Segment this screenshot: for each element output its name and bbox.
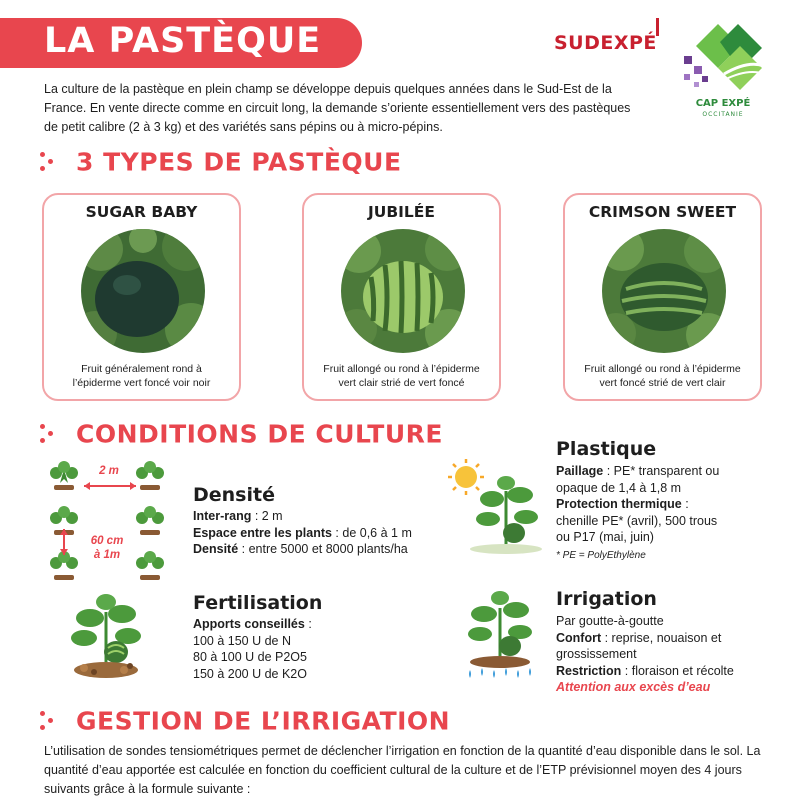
water-drops-icon	[469, 668, 531, 678]
bullet-dots-icon	[40, 149, 66, 175]
plastique-paillage-value-2: opaque de 1,4 à 1,8 m	[556, 480, 682, 495]
fertilisation-apports-label: Apports conseillés	[193, 617, 305, 631]
bullet-dots-icon	[40, 708, 66, 734]
card-description-line-1: Fruit généralement rond à	[81, 363, 202, 375]
sudexpe-logo	[552, 30, 664, 60]
dimension-label-column	[82, 534, 132, 562]
jubilee-photo	[341, 229, 465, 353]
plastique-paillage-label: Paillage	[556, 464, 604, 478]
gestion-paragraph: L’utilisation de sondes tensiométriques permet de déclencher l’irrigation en fonction de la quantité d’eau disponible dans le sol. La quantité d’eau apportée est calculée en fonction du coefficient cultural de la culture et de l’ETP prévisionnel moyen des 4 jours suivants grâce à la formule suivante :	[44, 744, 761, 796]
densite-interrang-label: Inter-rang	[193, 509, 252, 523]
densite-densite-value: : entre 5000 et 8000 plants/ha	[238, 542, 408, 556]
capexpe-logo-subtext: OCCITANIE	[702, 111, 744, 118]
plastique-title: Plastique	[556, 438, 657, 460]
irrigation-confort-value-1: : reprise, nouaison et	[601, 630, 722, 645]
card-title: SUGAR BABY	[85, 203, 198, 221]
capexpe-logo-icon	[678, 16, 768, 98]
dimension-label-row: 2 m	[99, 465, 119, 477]
sudexpe-logo-text: SUDEXPÉ	[554, 32, 657, 54]
plastique-protection-value-1: chenille PE* (avril), 500 trous	[556, 513, 718, 528]
densite-text	[193, 508, 473, 558]
bullet-dots-icon	[40, 421, 66, 447]
card-description	[50, 362, 233, 390]
card-sugar-baby	[42, 193, 241, 401]
plastique-note: * PE = PolyEthylène	[556, 549, 646, 561]
fertilisation-n-dose: 100 à 150 U de N	[193, 633, 291, 648]
capexpe-logo	[678, 16, 768, 124]
fertilisation-k-dose: 150 à 200 U de K2O	[193, 666, 307, 681]
plastique-protection-label: Protection thermique	[556, 497, 682, 511]
card-description-line-2: l’épiderme vert foncé voir noir	[72, 377, 211, 389]
densite-title: Densité	[193, 484, 275, 506]
irrigation-confort-label: Confort	[556, 630, 602, 645]
intro-paragraph: La culture de la pastèque en plein champ se développe depuis quelques années dans le Sud-Est de la France. En vente directe comme en circuit long, la demande s’oriente essentiellement vers des pastèques de petit calibre (2 à 3 kg) et des variétés sans pépins ou à micro-pépins.	[44, 82, 631, 134]
densite-espace-label: Espace entre les plants	[193, 525, 332, 540]
seedling-icon	[50, 461, 164, 580]
plastique-paillage-value-1: : PE* transparent ou	[603, 464, 720, 478]
card-description-line-1: Fruit allongé ou rond à l’épiderme	[323, 363, 480, 375]
irrigation-title: Irrigation	[556, 588, 657, 610]
crimson-sweet-photo	[602, 229, 726, 353]
plastique-text	[556, 463, 796, 564]
irrigated-plant-icon	[460, 590, 540, 682]
card-description-line-1: Fruit allongé ou rond à l’épiderme	[584, 363, 741, 375]
fertilisation-p-dose: 80 à 100 U de P2O5	[193, 650, 307, 664]
irrigation-restriction-label: Restriction	[556, 663, 622, 678]
card-description-line-2: vert foncé strié de vert clair	[599, 377, 726, 389]
irrigation-restriction-value: : floraison et récolte	[621, 663, 734, 678]
plastique-protection-value-2: ou P17 (mai, juin)	[556, 530, 654, 544]
sugar-baby-photo	[81, 229, 205, 353]
section-heading-gestion	[40, 705, 450, 739]
irrigation-method: Par goutte-à-goutte	[556, 614, 664, 628]
section-heading-conditions	[40, 418, 443, 452]
fertilisation-apports-colon: :	[304, 617, 312, 631]
card-description	[310, 362, 493, 390]
capexpe-logo-text: CAP EXPÉ	[695, 98, 751, 109]
page-title: LA PASTÈQUE	[44, 21, 322, 61]
section-heading-types-text: 3 TYPES DE PASTÈQUE	[76, 147, 402, 177]
irrigation-text	[556, 613, 796, 696]
card-title: JUBILÉE	[368, 203, 435, 221]
card-jubilee	[302, 193, 501, 401]
irrigation-confort-value-2: grossissement	[556, 647, 637, 661]
plastique-protection-colon: :	[681, 497, 689, 511]
card-crimson-sweet	[563, 193, 762, 401]
section-heading-gestion-text: GESTION DE L’IRRIGATION	[76, 706, 451, 736]
fertilised-watermelon-plant-icon	[66, 592, 146, 680]
title-banner	[0, 18, 362, 68]
section-heading-types	[40, 146, 402, 180]
card-description-line-2: vert clair strié de vert foncé	[338, 377, 465, 389]
card-title: CRIMSON SWEET	[588, 203, 737, 221]
sun-and-plant-icon	[446, 455, 546, 555]
irrigation-warning: Attention aux excès d’eau	[556, 680, 711, 694]
dimension-label-column-line-1: 60 cm	[90, 535, 124, 547]
fertilisation-text	[193, 616, 453, 682]
densite-interrang-value: : 2 m	[251, 509, 283, 523]
fertilisation-title: Fertilisation	[193, 592, 323, 614]
densite-densite-label: Densité	[193, 542, 239, 556]
densite-espace-value: : de 0,6 à 1 m	[331, 525, 412, 540]
card-description	[571, 362, 754, 390]
sun-icon	[448, 459, 484, 495]
section-heading-conditions-text: CONDITIONS DE CULTURE	[76, 419, 443, 449]
dimension-label-column-line-2: à 1m	[93, 549, 121, 561]
